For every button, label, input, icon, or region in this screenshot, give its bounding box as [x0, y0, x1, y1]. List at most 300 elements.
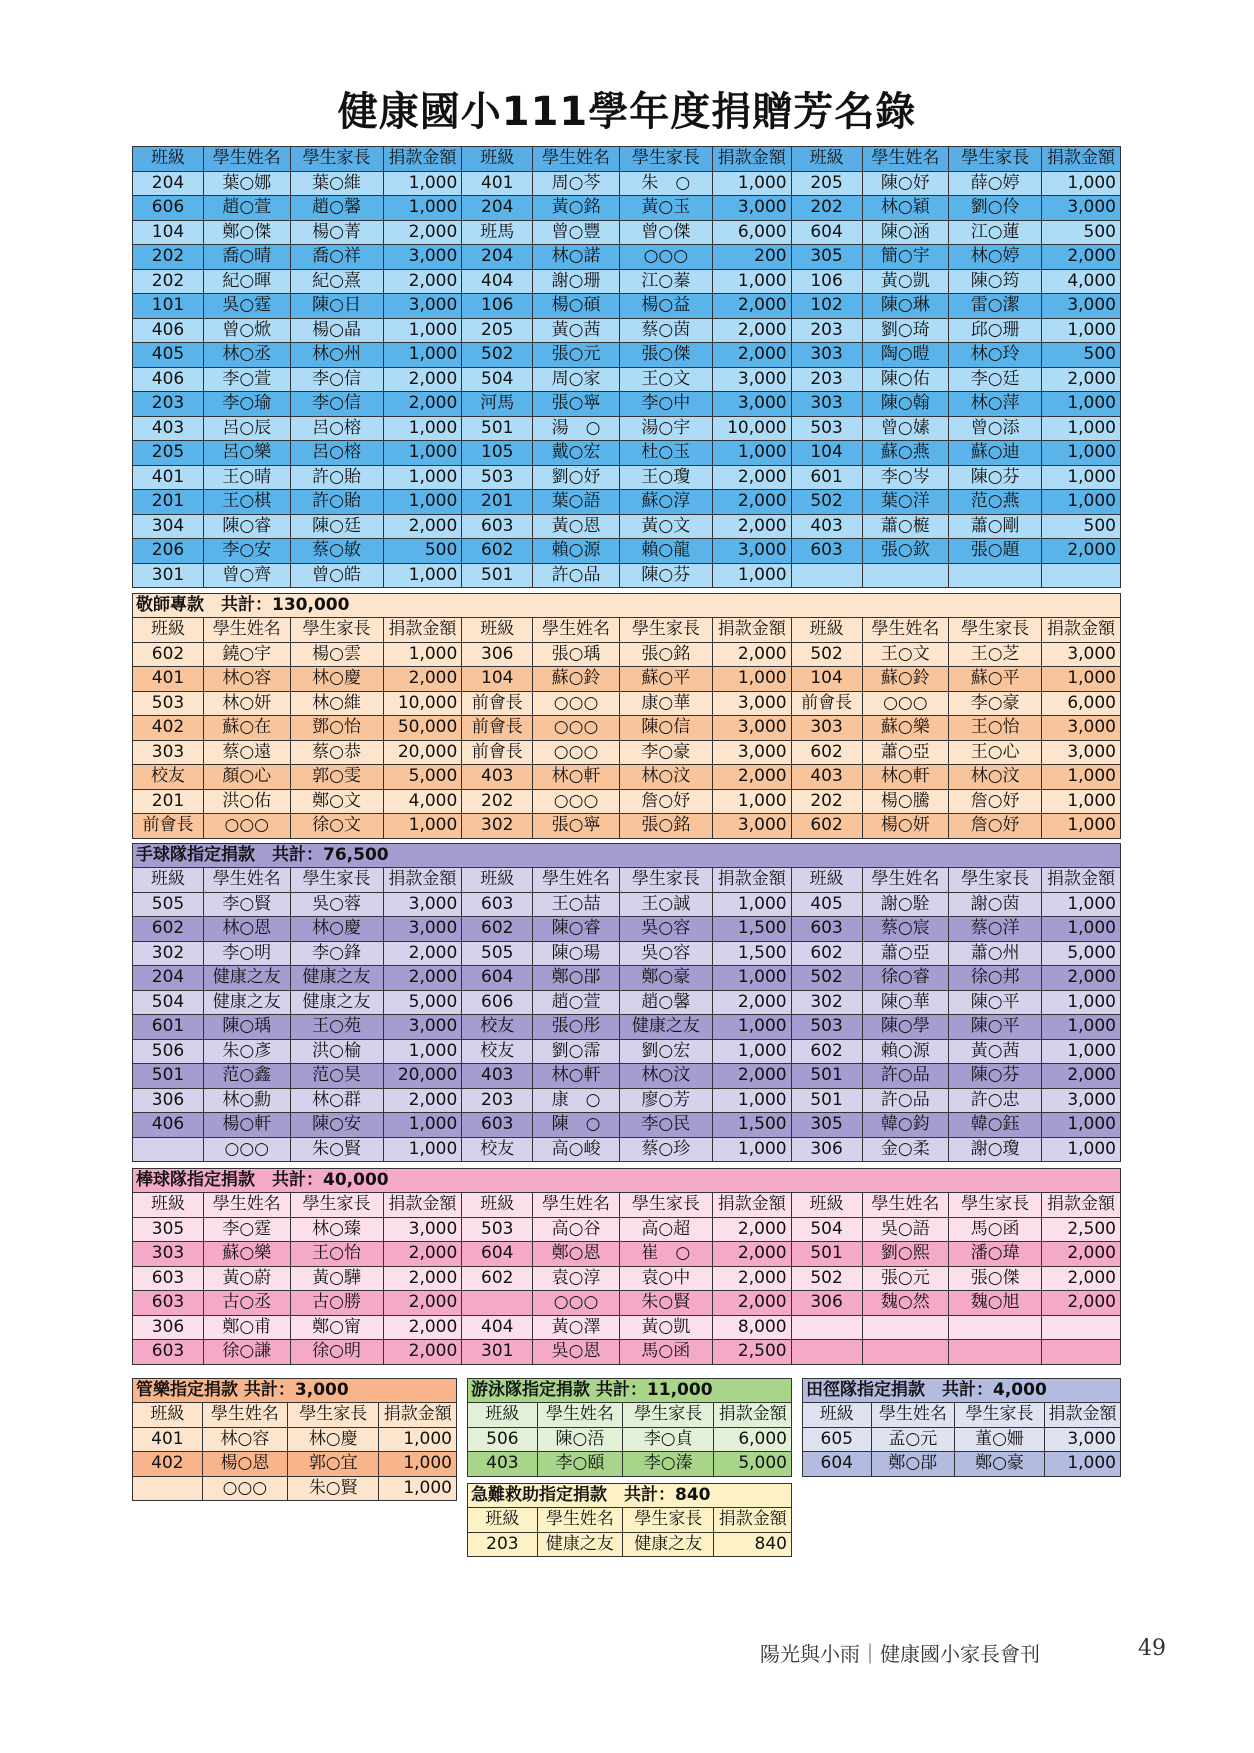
parent-name-cell: 健康之友	[290, 990, 383, 1015]
amount-cell: 10,000	[383, 691, 462, 716]
table-row	[133, 765, 1121, 790]
column-header: 學生姓名	[533, 1193, 620, 1218]
class-cell: 603	[462, 892, 533, 917]
parent-name-cell: 林○群	[290, 1088, 383, 1113]
student-name-cell: 朱○彥	[203, 1039, 290, 1064]
parent-name-cell: 王○怡	[949, 716, 1042, 741]
column-header: 學生姓名	[862, 618, 949, 643]
amount-cell: 1,000	[712, 892, 791, 917]
class-cell: 406	[133, 318, 204, 343]
class-cell: 105	[462, 441, 533, 466]
student-name-cell: 魏○然	[862, 1291, 949, 1316]
column-header: 班級	[133, 868, 204, 893]
student-name-cell: 蕭○亞	[862, 941, 949, 966]
parent-name-cell: 張○題	[949, 539, 1042, 564]
class-cell: 206	[133, 539, 204, 564]
donation-table	[132, 1192, 1121, 1365]
student-name-cell: 賴○源	[533, 539, 620, 564]
amount-cell: 1,000	[712, 563, 791, 588]
student-name-cell: 健康之友	[203, 966, 290, 991]
class-cell: 校友	[462, 1137, 533, 1162]
parent-name-cell: 朱 ○	[619, 171, 712, 196]
student-name-cell: 陶○暟	[862, 343, 949, 368]
parent-name-cell: 張○傑	[949, 1266, 1042, 1291]
class-cell: 202	[133, 269, 204, 294]
table-row	[133, 1476, 457, 1501]
amount-cell: 1,000	[383, 441, 462, 466]
class-cell: 104	[133, 220, 204, 245]
parent-name-cell: 陳○筠	[949, 269, 1042, 294]
class-cell: 106	[462, 294, 533, 319]
class-cell: 602	[462, 539, 533, 564]
class-cell: 303	[133, 740, 204, 765]
amount-cell: 1,000	[712, 441, 791, 466]
table-row	[133, 1113, 1121, 1138]
student-name-cell: 吳○霆	[203, 294, 290, 319]
parent-name-cell: 雷○潔	[949, 294, 1042, 319]
amount-cell: 1,000	[379, 1452, 457, 1477]
parent-name-cell: 鄭○豪	[955, 1452, 1045, 1477]
student-name-cell: 湯 ○	[533, 416, 620, 441]
amount-cell: 2,000	[712, 1242, 791, 1267]
table-row	[133, 740, 1121, 765]
parent-name-cell: 葉○維	[290, 171, 383, 196]
class-cell: 203	[133, 392, 204, 417]
column-header: 班級	[791, 147, 862, 172]
parent-name-cell: 李○信	[290, 392, 383, 417]
parent-name-cell: 范○昊	[290, 1064, 383, 1089]
column-header: 捐款金額	[714, 1403, 792, 1428]
table-row	[133, 667, 1121, 692]
parent-name-cell: 許○貽	[290, 465, 383, 490]
parent-name-cell: 王○苑	[290, 1015, 383, 1040]
amount-cell: 1,000	[383, 171, 462, 196]
student-name-cell: 林○容	[202, 1427, 287, 1452]
amount-cell: 3,000	[712, 367, 791, 392]
student-name-cell: 林○穎	[862, 196, 949, 221]
amount-cell: 1,000	[383, 1137, 462, 1162]
student-name-cell: 楊○碩	[533, 294, 620, 319]
class-cell: 306	[133, 1315, 204, 1340]
parent-name-cell: 陳○安	[290, 1113, 383, 1138]
student-name-cell: 曾○齊	[203, 563, 290, 588]
donation-table	[802, 1402, 1121, 1477]
column-header: 學生姓名	[203, 868, 290, 893]
column-header: 學生姓名	[533, 147, 620, 172]
class-cell: 504	[791, 1217, 862, 1242]
column-header: 學生家長	[290, 147, 383, 172]
column-header: 學生家長	[288, 1403, 379, 1428]
table-row	[803, 1452, 1121, 1477]
parent-name-cell: 曾○添	[949, 416, 1042, 441]
footer-publication: 陽光與小雨｜健康國小家長會刊	[760, 1642, 1040, 1666]
student-name-cell: 蕭○亞	[862, 740, 949, 765]
parent-name-cell: 陳○芬	[949, 465, 1042, 490]
parent-name-cell: 林○慶	[290, 917, 383, 942]
column-header: 班級	[468, 1403, 538, 1428]
amount-cell: 2,000	[1042, 367, 1121, 392]
amount-cell: 2,000	[383, 1315, 462, 1340]
amount-cell: 4,000	[1042, 269, 1121, 294]
student-name-cell: 陳 ○	[533, 1113, 620, 1138]
amount-cell: 3,000	[712, 691, 791, 716]
student-name-cell: 吳○恩	[533, 1340, 620, 1365]
class-cell: 104	[791, 441, 862, 466]
parent-name-cell: 陳○平	[949, 990, 1042, 1015]
class-cell: 405	[133, 343, 204, 368]
table-row	[133, 171, 1121, 196]
class-cell: 201	[133, 789, 204, 814]
student-name-cell: 謝○珊	[533, 269, 620, 294]
column-header: 學生姓名	[871, 1403, 955, 1428]
student-name-cell: 鄭○郘	[871, 1452, 955, 1477]
class-cell: 303	[791, 392, 862, 417]
parent-name-cell: 紀○熹	[290, 269, 383, 294]
table-row	[133, 1015, 1121, 1040]
class-cell: 604	[462, 966, 533, 991]
student-name-cell: 趙○萱	[203, 196, 290, 221]
student-name-cell: 陳○睿	[533, 917, 620, 942]
class-cell: 前會長	[791, 691, 862, 716]
amount-cell: 1,000	[383, 318, 462, 343]
table-header-row	[133, 868, 1121, 893]
column-header: 捐款金額	[383, 618, 462, 643]
student-name-cell: 鄭○傑	[203, 220, 290, 245]
class-cell: 605	[803, 1427, 872, 1452]
section-handball	[132, 843, 1121, 1162]
student-name-cell: 楊○軒	[203, 1113, 290, 1138]
student-name-cell: 李○瑜	[203, 392, 290, 417]
parent-name-cell: 詹○妤	[619, 789, 712, 814]
column-header: 班級	[133, 147, 204, 172]
student-name-cell: 許○品	[533, 563, 620, 588]
parent-name-cell: 健康之友	[290, 966, 383, 991]
table-row	[133, 563, 1121, 588]
class-cell: 303	[791, 716, 862, 741]
parent-name-cell: 劉○伶	[949, 196, 1042, 221]
column-header: 班級	[133, 1193, 204, 1218]
amount-cell: 2,000	[1042, 539, 1121, 564]
parent-name-cell: 蕭○州	[949, 941, 1042, 966]
column-header: 班級	[462, 1193, 533, 1218]
student-name-cell: 黃○蔚	[203, 1266, 290, 1291]
amount-cell: 6,000	[1042, 691, 1121, 716]
table-row	[133, 1039, 1121, 1064]
parent-name-cell: 趙○馨	[290, 196, 383, 221]
table-row	[133, 269, 1121, 294]
parent-name-cell: 蔡○茵	[619, 318, 712, 343]
amount-cell: 2,000	[712, 1266, 791, 1291]
amount-cell: 1,000	[712, 966, 791, 991]
student-name-cell: 林○諾	[533, 245, 620, 270]
amount-cell: 500	[1042, 514, 1121, 539]
student-name-cell: 蘇○燕	[862, 441, 949, 466]
parent-name-cell: 王○文	[619, 367, 712, 392]
student-name-cell: 蕭○榳	[862, 514, 949, 539]
parent-name-cell: 張○傑	[619, 343, 712, 368]
amount-cell: 3,000	[1044, 1427, 1120, 1452]
column-header: 學生家長	[290, 618, 383, 643]
parent-name-cell: 洪○榆	[290, 1039, 383, 1064]
parent-name-cell: 健康之友	[619, 1015, 712, 1040]
amount-cell: 2,000	[383, 941, 462, 966]
amount-cell: 1,000	[1042, 1137, 1121, 1162]
class-cell: 604	[791, 220, 862, 245]
column-header: 學生家長	[949, 147, 1042, 172]
parent-name-cell: 謝○瓊	[949, 1137, 1042, 1162]
amount-cell: 1,000	[1042, 814, 1121, 839]
parent-name-cell: 蘇○平	[619, 667, 712, 692]
parent-name-cell: 朱○賢	[290, 1137, 383, 1162]
class-cell: 401	[133, 667, 204, 692]
student-name-cell: 楊○騰	[862, 789, 949, 814]
amount-cell: 1,000	[1042, 392, 1121, 417]
student-name-cell: 李○霆	[203, 1217, 290, 1242]
parent-name-cell: 李○貞	[623, 1427, 714, 1452]
amount-cell: 2,000	[383, 1340, 462, 1365]
column-header: 班級	[791, 1193, 862, 1218]
class-cell: 302	[133, 941, 204, 966]
student-name-cell: 楊○恩	[202, 1452, 287, 1477]
class-cell: 校友	[462, 1015, 533, 1040]
student-name-cell: 鄭○郘	[533, 966, 620, 991]
student-name-cell: 黃○銘	[533, 196, 620, 221]
amount-cell: 2,000	[383, 392, 462, 417]
student-name-cell: ○○○	[203, 814, 290, 839]
parent-name-cell: 謝○茵	[949, 892, 1042, 917]
class-cell: 406	[133, 1113, 204, 1138]
amount-cell: 2,000	[383, 1088, 462, 1113]
student-name-cell: 劉○霈	[533, 1039, 620, 1064]
parent-name-cell: 李○廷	[949, 367, 1042, 392]
page-number: 49	[1138, 1636, 1166, 1661]
table-row	[133, 1266, 1121, 1291]
parent-name-cell: 黃○驊	[290, 1266, 383, 1291]
class-cell: 306	[791, 1291, 862, 1316]
donation-table	[467, 1402, 792, 1477]
parent-name-cell: 楊○益	[619, 294, 712, 319]
amount-cell: 2,000	[712, 1217, 791, 1242]
amount-cell: 2,000	[712, 1291, 791, 1316]
amount-cell	[1042, 563, 1121, 588]
section-caption: 棒球隊指定捐款 共計：40,000	[132, 1168, 1121, 1192]
table-row	[133, 539, 1121, 564]
student-name-cell: 蔡○宸	[862, 917, 949, 942]
amount-cell: 3,000	[1042, 196, 1121, 221]
amount-cell: 3,000	[1042, 716, 1121, 741]
amount-cell: 1,500	[712, 941, 791, 966]
class-cell: 505	[133, 892, 204, 917]
section-teacher	[132, 593, 1121, 839]
section-band	[132, 1378, 457, 1501]
table-row	[133, 1315, 1121, 1340]
student-name-cell: 張○欽	[862, 539, 949, 564]
student-name-cell: 健康之友	[537, 1532, 622, 1557]
amount-cell: 20,000	[383, 740, 462, 765]
student-name-cell: 林○妍	[203, 691, 290, 716]
student-name-cell: 張○元	[533, 343, 620, 368]
student-name-cell	[862, 1340, 949, 1365]
amount-cell: 1,500	[712, 1113, 791, 1138]
student-name-cell: ○○○	[533, 740, 620, 765]
class-cell: 504	[462, 367, 533, 392]
amount-cell: 840	[714, 1532, 792, 1557]
parent-name-cell: 王○心	[949, 740, 1042, 765]
parent-name-cell: 王○怡	[290, 1242, 383, 1267]
amount-cell: 2,000	[712, 490, 791, 515]
class-cell: 603	[462, 514, 533, 539]
class-cell: 506	[468, 1427, 538, 1452]
parent-name-cell: 健康之友	[623, 1532, 714, 1557]
table-row	[133, 1217, 1121, 1242]
amount-cell: 1,500	[712, 917, 791, 942]
amount-cell: 2,000	[712, 990, 791, 1015]
class-cell: 205	[133, 441, 204, 466]
class-cell: 404	[462, 1315, 533, 1340]
table-row	[133, 1137, 1121, 1162]
class-cell: 403	[462, 1064, 533, 1089]
parent-name-cell: 曾○皓	[290, 563, 383, 588]
parent-name-cell: 韓○鈺	[949, 1113, 1042, 1138]
amount-cell: 2,000	[1042, 245, 1121, 270]
amount-cell: 2,000	[712, 765, 791, 790]
class-cell: 405	[791, 892, 862, 917]
amount-cell: 50,000	[383, 716, 462, 741]
parent-name-cell: 林○汶	[619, 1064, 712, 1089]
parent-name-cell: 朱○賢	[288, 1476, 379, 1501]
amount-cell: 1,000	[1042, 416, 1121, 441]
class-cell: 602	[791, 941, 862, 966]
parent-name-cell: 許○貽	[290, 490, 383, 515]
parent-name-cell: 李○溱	[623, 1452, 714, 1477]
column-header: 捐款金額	[383, 1193, 462, 1218]
parent-name-cell: 詹○妤	[949, 814, 1042, 839]
parent-name-cell: 陳○日	[290, 294, 383, 319]
amount-cell: 1,000	[1042, 465, 1121, 490]
class-cell	[791, 1340, 862, 1365]
column-header: 捐款金額	[383, 147, 462, 172]
parent-name-cell: 林○萍	[949, 392, 1042, 417]
parent-name-cell: 鄧○怡	[290, 716, 383, 741]
parent-name-cell: 古○勝	[290, 1291, 383, 1316]
parent-name-cell: 呂○榕	[290, 441, 383, 466]
class-cell: 202	[462, 789, 533, 814]
amount-cell: 2,000	[383, 367, 462, 392]
column-header: 學生家長	[949, 1193, 1042, 1218]
parent-name-cell: 湯○宇	[619, 416, 712, 441]
class-cell: 501	[791, 1242, 862, 1267]
table-header-row	[468, 1508, 792, 1533]
column-header: 捐款金額	[712, 1193, 791, 1218]
student-name-cell	[862, 563, 949, 588]
amount-cell: 2,000	[383, 514, 462, 539]
student-name-cell: 張○彤	[533, 1015, 620, 1040]
class-cell: 403	[791, 765, 862, 790]
class-cell: 205	[791, 171, 862, 196]
amount-cell: 2,000	[1042, 1242, 1121, 1267]
student-name-cell: 曾○嫊	[862, 416, 949, 441]
amount-cell: 1,000	[1042, 1015, 1121, 1040]
amount-cell: 3,000	[1042, 642, 1121, 667]
table-row	[133, 1452, 457, 1477]
amount-cell: 3,000	[1042, 740, 1121, 765]
parent-name-cell: 高○超	[619, 1217, 712, 1242]
amount-cell: 1,000	[712, 171, 791, 196]
class-cell: 204	[133, 171, 204, 196]
amount-cell: 1,000	[1042, 990, 1121, 1015]
amount-cell: 2,000	[1042, 1266, 1121, 1291]
class-cell: 606	[462, 990, 533, 1015]
class-cell: 305	[791, 245, 862, 270]
amount-cell: 1,000	[383, 814, 462, 839]
class-cell: 602	[462, 917, 533, 942]
student-name-cell: 李○賢	[203, 892, 290, 917]
student-name-cell: 林○丞	[203, 343, 290, 368]
class-cell: 304	[133, 514, 204, 539]
student-name-cell: 戴○宏	[533, 441, 620, 466]
table-row	[468, 1532, 792, 1557]
student-name-cell: 王○晴	[203, 465, 290, 490]
table-row	[133, 392, 1121, 417]
parent-name-cell: 郭○宜	[288, 1452, 379, 1477]
amount-cell: 1,000	[1042, 318, 1121, 343]
class-cell: 校友	[462, 1039, 533, 1064]
section-baseball	[132, 1168, 1121, 1365]
parent-name-cell: 薛○婷	[949, 171, 1042, 196]
student-name-cell: 王○喆	[533, 892, 620, 917]
class-cell: 602	[133, 642, 204, 667]
amount-cell: 1,000	[379, 1427, 457, 1452]
class-cell: 403	[462, 765, 533, 790]
class-cell: 前會長	[462, 740, 533, 765]
parent-name-cell: 杜○玉	[619, 441, 712, 466]
class-cell: 前會長	[462, 691, 533, 716]
amount-cell: 3,000	[383, 1217, 462, 1242]
column-header: 學生家長	[619, 868, 712, 893]
table-header-row	[468, 1403, 792, 1428]
class-cell: 404	[462, 269, 533, 294]
parent-name-cell: 徐○邦	[949, 966, 1042, 991]
class-cell: 604	[462, 1242, 533, 1267]
column-header: 學生姓名	[533, 618, 620, 643]
class-cell: 203	[791, 367, 862, 392]
amount-cell: 1,000	[1042, 171, 1121, 196]
student-name-cell: 吳○語	[862, 1217, 949, 1242]
class-cell: 503	[791, 416, 862, 441]
student-name-cell: 林○勳	[203, 1088, 290, 1113]
amount-cell: 1,000	[383, 343, 462, 368]
amount-cell: 1,000	[383, 465, 462, 490]
parent-name-cell: 賴○龍	[619, 539, 712, 564]
student-name-cell: ○○○	[533, 691, 620, 716]
parent-name-cell: 蘇○平	[949, 667, 1042, 692]
class-cell: 401	[462, 171, 533, 196]
parent-name-cell: 蔡○珍	[619, 1137, 712, 1162]
student-name-cell: ○○○	[533, 1291, 620, 1316]
class-cell: 202	[791, 789, 862, 814]
column-header: 捐款金額	[1042, 618, 1121, 643]
student-name-cell: 蘇○鈴	[862, 667, 949, 692]
amount-cell: 6,000	[712, 220, 791, 245]
student-name-cell: 陳○浯	[537, 1427, 622, 1452]
parent-name-cell: 蕭○剛	[949, 514, 1042, 539]
amount-cell: 1,000	[383, 196, 462, 221]
amount-cell: 2,000	[712, 514, 791, 539]
student-name-cell: 陳○瑒	[533, 941, 620, 966]
amount-cell: 2,000	[383, 220, 462, 245]
class-cell: 104	[462, 667, 533, 692]
parent-name-cell: 江○蓁	[619, 269, 712, 294]
